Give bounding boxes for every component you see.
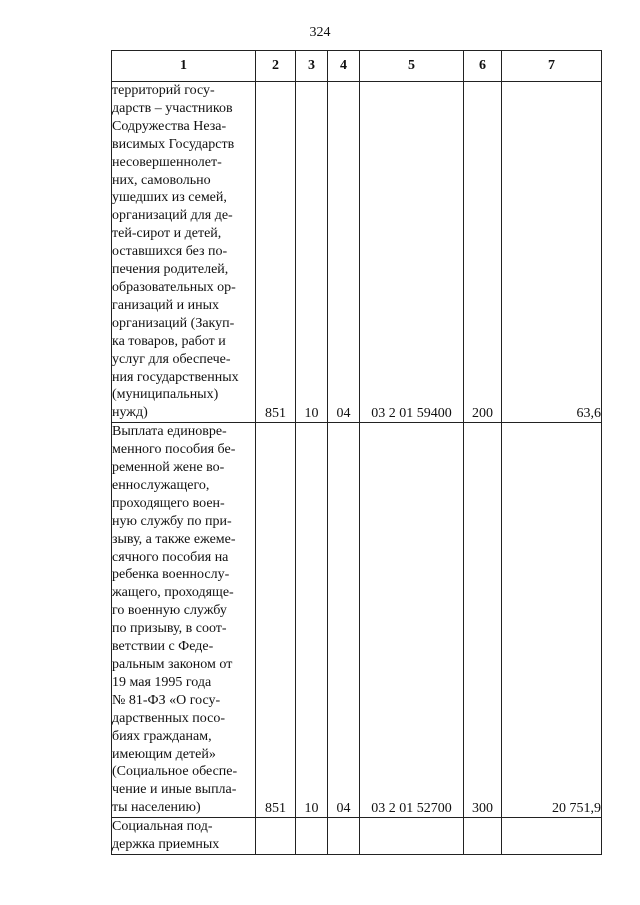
description-line: территорий госу- — [112, 83, 215, 98]
description-line: проходящего воен- — [112, 495, 225, 511]
description-line: Содружества Неза- — [112, 118, 227, 134]
table-row — [112, 82, 602, 423]
description-line: оставшихся без по- — [112, 244, 228, 260]
description-line: ушедших из семей, — [112, 190, 227, 206]
cell-col-4 — [328, 818, 360, 855]
cell-col-6: 300 — [464, 423, 502, 818]
cell-col-7: 20 751,9 — [502, 423, 602, 818]
description-line: Социальная под- — [112, 819, 213, 835]
description-line: по призыву, в соот- — [112, 621, 227, 637]
description-line: ную службу по при- — [112, 513, 232, 529]
description-line: 19 мая 1995 года — [112, 674, 212, 690]
description-line: чение и иные выпла- — [112, 782, 237, 798]
description-line: нужд) — [112, 405, 148, 421]
cell-col-3 — [296, 818, 328, 855]
cell-col-5: 03 2 01 59400 — [360, 82, 464, 423]
cell-col-7: 63,6 — [502, 82, 602, 423]
page-number: 324 — [309, 25, 331, 40]
description-line: висимых Государств — [112, 136, 235, 152]
description-line: тей-сирот и детей, — [112, 226, 222, 242]
description-line: ветствии с Феде- — [112, 639, 214, 655]
cell-col-2 — [256, 818, 296, 855]
description-line: ременной жене во- — [112, 460, 225, 476]
description-line: (Социальное обеспе- — [112, 764, 238, 780]
description-line: организаций для де- — [112, 208, 233, 224]
description-line: ганизаций и иных — [112, 297, 220, 313]
cell-col-3: 10 — [296, 423, 328, 818]
cell-col-7 — [502, 818, 602, 855]
row-description — [112, 818, 256, 855]
description-line: № 81-ФЗ «О госу- — [112, 692, 221, 708]
cell-col-2: 851 — [256, 423, 296, 818]
header-col-7: 7 — [502, 51, 602, 82]
description-line: (муниципальных) — [112, 387, 219, 403]
cell-col-5 — [360, 818, 464, 855]
description-line: менного пособия бе- — [112, 442, 236, 458]
cell-col-3: 10 — [296, 82, 328, 423]
header-col-3: 3 — [296, 51, 328, 82]
cell-col-4: 04 — [328, 423, 360, 818]
table-row — [112, 423, 602, 818]
description-line: дарственных посо- — [112, 710, 226, 726]
description-line: ральным законом от — [112, 657, 233, 672]
header-col-2: 2 — [256, 51, 296, 82]
description-line: услуг для обеспече- — [112, 351, 231, 367]
cell-col-6: 200 — [464, 82, 502, 423]
description-line: дарств – участников — [112, 100, 233, 116]
cell-col-6 — [464, 818, 502, 855]
description-line: Выплата единовре- — [112, 424, 227, 440]
description-line: держка приемных — [112, 837, 220, 853]
description-line: имеющим детей» — [112, 746, 216, 762]
description-line: ты населению) — [112, 800, 201, 816]
cell-col-2: 851 — [256, 82, 296, 423]
table-header-row — [112, 51, 602, 82]
description-line: ребенка военнослу- — [112, 567, 230, 583]
description-line: ка товаров, работ и — [112, 333, 226, 349]
header-col-4: 4 — [328, 51, 360, 82]
description-line: еннослужащего, — [112, 477, 210, 493]
description-line: жащего, проходяще- — [112, 585, 234, 601]
budget-table — [111, 50, 602, 855]
header-col-5: 5 — [360, 51, 464, 82]
header-col-6: 6 — [464, 51, 502, 82]
description-line: несовершеннолет- — [112, 154, 222, 170]
row-description — [112, 82, 256, 423]
description-line: го военную службу — [112, 603, 227, 619]
row-description — [112, 423, 256, 818]
description-line: печения родителей, — [112, 262, 229, 278]
description-line: образовательных ор- — [112, 279, 236, 295]
header-col-1: 1 — [112, 51, 256, 82]
table-row — [112, 818, 602, 855]
description-line: сячного пособия на — [112, 549, 229, 565]
description-line: них, самовольно — [112, 172, 211, 188]
description-line: зыву, а также ежеме- — [112, 531, 236, 547]
cell-col-5: 03 2 01 52700 — [360, 423, 464, 818]
description-line: ния государственных — [112, 369, 239, 385]
description-line: организаций (Закуп- — [112, 315, 235, 331]
description-line: биях гражданам, — [112, 728, 212, 744]
cell-col-4: 04 — [328, 82, 360, 423]
